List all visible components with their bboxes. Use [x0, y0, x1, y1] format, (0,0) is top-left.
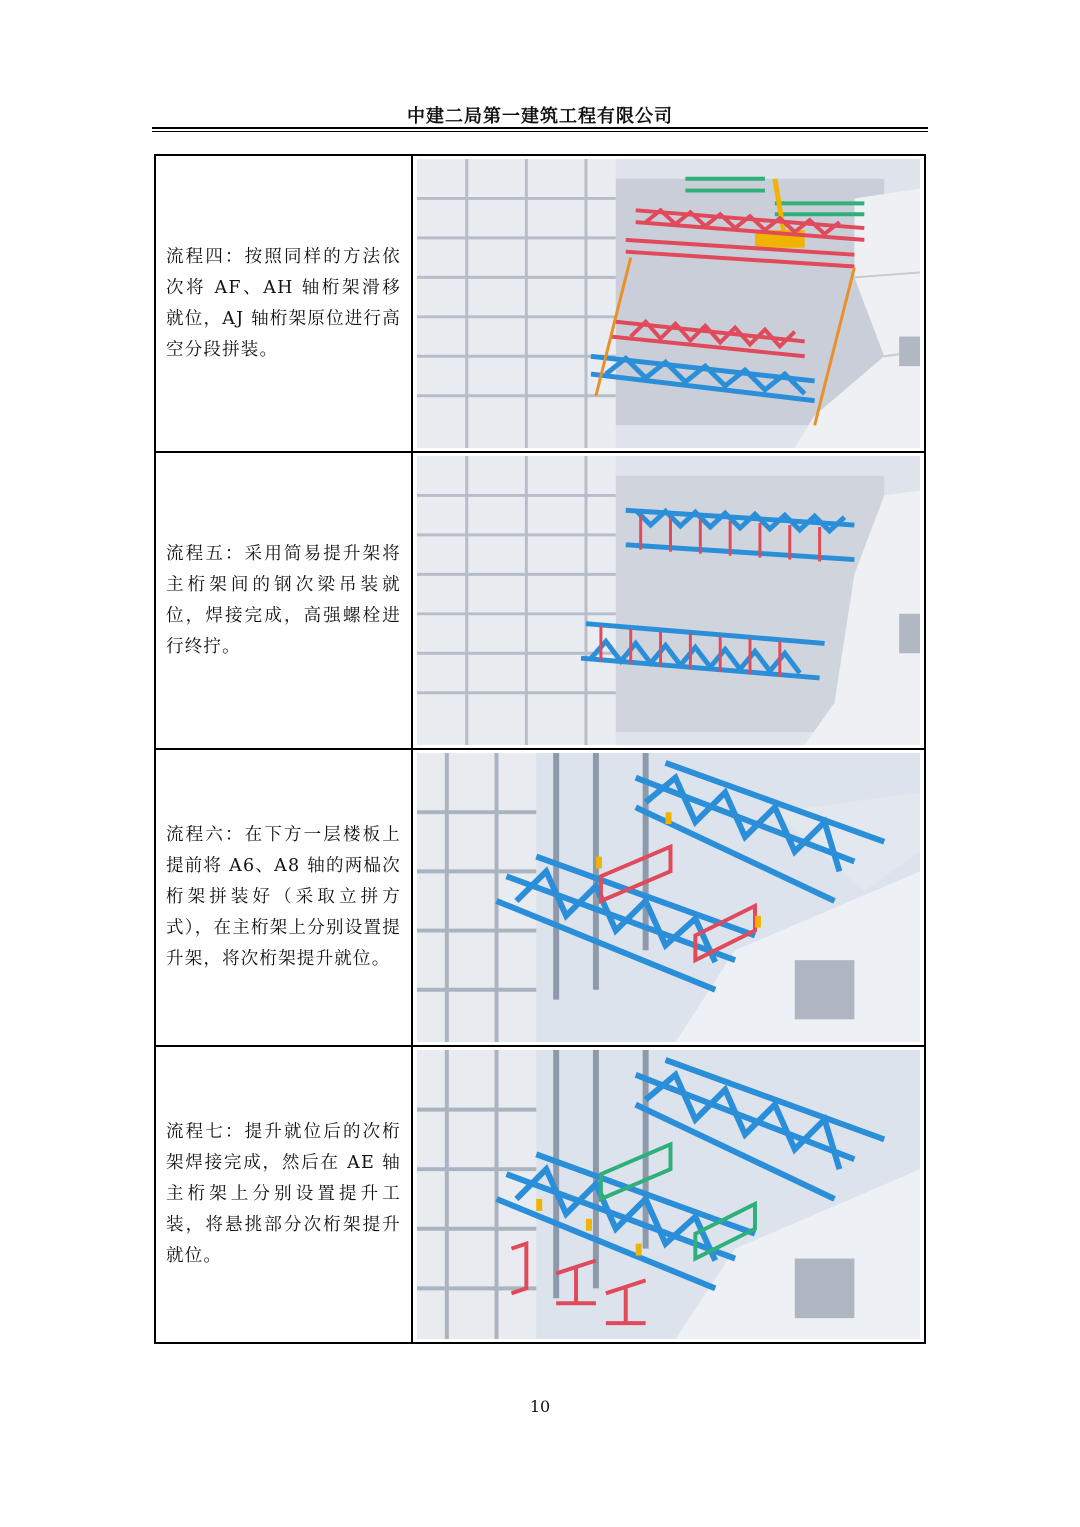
- step4-rendering: [417, 159, 920, 448]
- step-description: 流程六：在下方一层楼板上提前将 A6、A8 轴的两榀次桁架拼装好（采取立拼方式），在主桁架上分别设置提升架，将次桁架提升就位。: [166, 825, 401, 969]
- page-number: 10: [529, 1397, 551, 1416]
- step-image-cell: [413, 1047, 924, 1342]
- header-rule-thin: [152, 131, 928, 132]
- table-row-step5: [156, 453, 924, 750]
- process-table: [154, 154, 926, 1344]
- step5-rendering: [417, 456, 920, 745]
- table-row-step6: [156, 750, 924, 1047]
- step6-rendering: [417, 753, 920, 1042]
- step-image-cell: [413, 453, 924, 748]
- step-image-cell: [413, 750, 924, 1045]
- step7-rendering: [417, 1050, 920, 1339]
- table-row-step4: [156, 156, 924, 453]
- header-rule-thick: [152, 127, 928, 129]
- step-description-cell: [156, 750, 413, 1045]
- step-description: 流程四：按照同样的方法依次将 AF、AH 轴桁架滑移就位，AJ 轴桁架原位进行高空分段拼装。: [166, 246, 401, 360]
- step-description: 流程五：采用简易提升架将主桁架间的钢次梁吊装就位，焊接完成，高强螺栓进行终拧。: [166, 543, 401, 657]
- step-description-cell: [156, 453, 413, 748]
- step-description: 流程七：提升就位后的次桁架焊接完成，然后在 AE 轴主桁架上分别设置提升工装，将悬挑部分次桁架提升就位。: [166, 1122, 401, 1266]
- step-image-cell: [413, 156, 924, 451]
- step-description-cell: [156, 1047, 413, 1342]
- header-company-title: 中建二局第一建筑工程有限公司: [407, 106, 673, 127]
- step-description-cell: [156, 156, 413, 451]
- table-row-step7: [156, 1047, 924, 1342]
